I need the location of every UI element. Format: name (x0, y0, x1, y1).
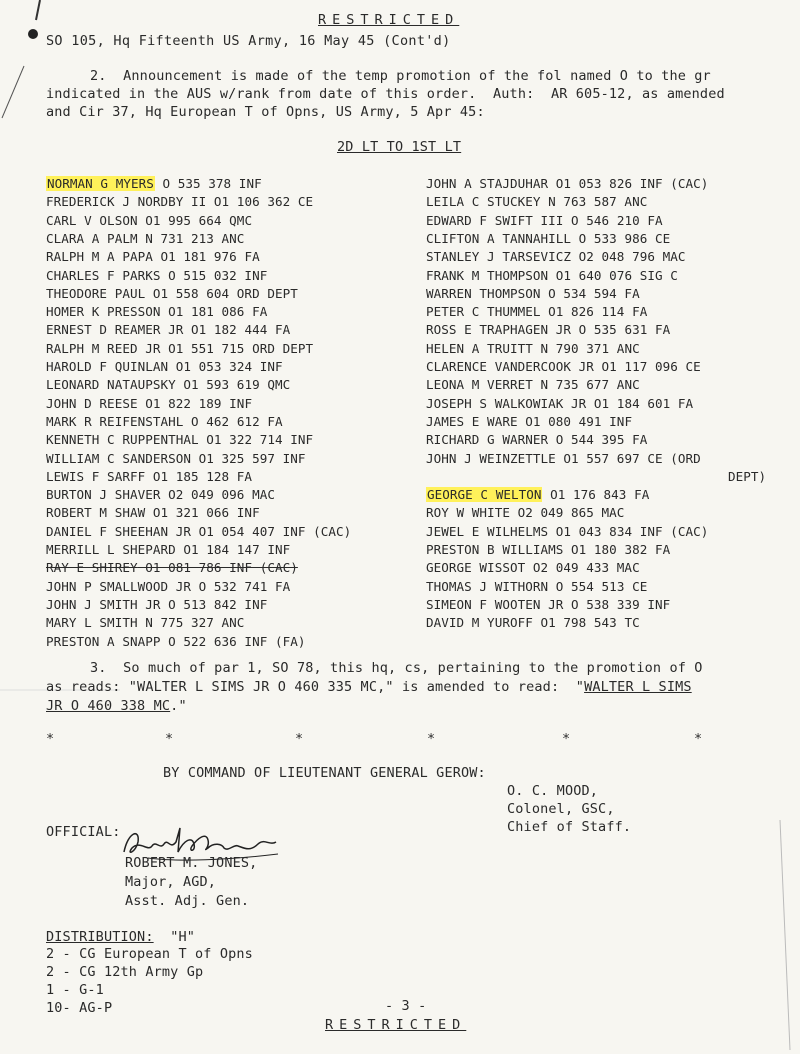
officer-entry (426, 596, 671, 612)
officer-serial: O1 176 843 FA (542, 487, 650, 503)
officer-serial: O1 826 114 FA (540, 304, 648, 320)
officer-serial: O1 640 076 SIG C (548, 267, 678, 283)
officer-serial: O1 184 601 FA (586, 395, 694, 411)
officer-name: HAROLD F QUINLAN (46, 359, 169, 374)
officer-entry (46, 285, 298, 301)
officer-name: DANIEL F SHEEHAN JR (46, 523, 192, 539)
chief-of-staff-name: O. C. MOOD, (507, 783, 599, 799)
officer-entry (426, 562, 640, 575)
officer-serial: O2 048 796 MAC (571, 249, 686, 265)
officer-name: JEWEL E WILHELMS (426, 523, 549, 539)
officer-name: CLIFTON A TANNAHILL (426, 230, 572, 246)
officer-entry (46, 324, 290, 337)
officer-serial: O 544 395 FA (548, 432, 648, 448)
officer-name: EDWARD F SWIFT III (426, 212, 564, 228)
officer-serial: O 546 210 FA (563, 212, 663, 228)
officer-name: LEONARD NATAUPSKY (46, 377, 176, 393)
officer-entry (426, 578, 648, 594)
officer-name: THEODORE PAUL (46, 285, 146, 301)
officer-entry (46, 562, 298, 575)
officer-serial: O1 593 619 QMC (175, 377, 291, 393)
officer-entry (46, 178, 262, 191)
asterisk: * (427, 731, 436, 747)
para2-line1: 2. Announcement is made of the temp promotion of the fol named O to the gr (90, 68, 711, 84)
officer-entry (426, 324, 670, 337)
officer-name: HOMER K PRESSON (46, 304, 161, 320)
officer-entry (426, 489, 649, 502)
officer-serial: O1 558 604 ORD DEPT (145, 285, 298, 301)
officer-name: MERRILL L SHEPARD (46, 542, 176, 557)
officer-serial: O 533 986 CE (571, 230, 671, 246)
official-name: ROBERT M. JONES, (125, 855, 258, 871)
officer-serial: O 513 842 INF (160, 596, 268, 612)
para3-line2-text: as reads: "WALTER L SIMS JR O 460 335 MC," is amended to read: " (46, 679, 585, 695)
officer-serial: O1 995 664 QMC (137, 212, 253, 228)
officer-name: ROY W WHITE (426, 505, 510, 521)
officer-entry (426, 251, 686, 264)
officer-entry (728, 468, 767, 484)
officer-entry (426, 617, 640, 630)
asterisk: * (295, 731, 304, 747)
officer-name: RALPH M A PAPA (46, 249, 153, 265)
officer-name: RALPH M REED JR (46, 340, 161, 356)
footer-restricted: RESTRICTED (325, 1017, 467, 1033)
officer-serial: O 538 339 INF (563, 596, 671, 612)
officer-serial: O1 321 066 INF (145, 505, 260, 521)
officer-name: STANLEY J TARSEVICZ (426, 249, 572, 265)
chief-of-staff-title: Chief of Staff. (507, 819, 632, 835)
officer-serial: O1 325 597 INF (191, 450, 306, 466)
officer-entry (46, 251, 260, 264)
distribution-code: "H" (170, 929, 196, 945)
officer-name: RAY E SHIREY (46, 560, 138, 576)
distribution-item: 2 - CG European T of Opns (46, 946, 253, 962)
officer-name: JOHN A STAJDUHAR (426, 176, 549, 191)
para3-line3 (46, 700, 187, 714)
officer-serial: O 535 378 INF (154, 176, 262, 191)
officer-serial: N 731 213 ANC (137, 230, 245, 246)
officer-serial: O1 117 096 CE (593, 359, 701, 374)
asterisk: * (562, 731, 571, 747)
officer-entry (426, 340, 640, 356)
officer-name: SIMEON F WOOTEN JR (426, 596, 564, 612)
officer-entry (426, 450, 701, 466)
officer-entry (46, 361, 283, 374)
officer-serial: O1 054 407 INF (CAC) (191, 523, 352, 539)
officer-serial: O1 185 128 FA (145, 468, 253, 484)
distribution-label: DISTRIBUTION: (46, 929, 154, 945)
officer-serial: O2 049 096 MAC (160, 487, 275, 503)
officer-name: RICHARD G WARNER (426, 432, 549, 448)
official-rank: Major, AGD, (125, 874, 217, 890)
officer-name: CLARA A PALM (46, 230, 138, 246)
officer-serial: O 462 612 FA (183, 413, 283, 429)
page-number: - 3 - (385, 998, 427, 1014)
officer-entry (426, 267, 678, 283)
officer-entry (46, 340, 314, 356)
officer-entry (426, 379, 640, 392)
distribution-item: 10- AG-P (46, 1000, 113, 1016)
officer-name: MARK R REIFENSTAHL (46, 413, 184, 429)
asterisk: * (165, 731, 174, 747)
officer-entry (46, 596, 268, 612)
officer-serial: N 763 587 ANC (540, 194, 648, 210)
officer-entry (426, 212, 663, 228)
officer-serial: O1 053 324 INF (168, 359, 283, 374)
officer-name: HELEN A TRUITT (426, 340, 533, 356)
officer-name: LEWIS F SARFF (46, 468, 146, 484)
officer-name: THOMAS J WITHORN (426, 578, 549, 594)
officer-serial: O1 043 834 INF (CAC) (548, 523, 709, 539)
officer-name: JOHN J SMITH JR (46, 596, 161, 612)
official-title: Asst. Adj. Gen. (125, 893, 250, 909)
officer-name: ERNEST D REAMER JR (46, 322, 184, 338)
officer-serial: O1 322 714 INF (198, 432, 314, 448)
para3-line2 (46, 681, 692, 695)
officer-serial: O1 822 189 INF (137, 395, 253, 411)
para3-amended-name: WALTER L SIMS (584, 679, 692, 695)
officer-entry (46, 212, 253, 228)
officer-serial: O1 184 147 INF (175, 542, 291, 557)
asterisk: * (694, 731, 703, 747)
officer-serial: N 775 327 ANC (137, 615, 245, 631)
asterisk: * (46, 731, 55, 747)
officer-entry (46, 489, 275, 502)
officer-serial: O1 181 086 FA (160, 304, 268, 320)
officer-entry (46, 523, 352, 539)
officer-name: JOHN P SMALLWOOD JR (46, 578, 192, 594)
officer-name: WARREN THOMPSON (426, 285, 541, 301)
officer-name: JOSEPH S WALKOWIAK JR (426, 395, 587, 411)
officer-name: PRESTON A SNAPP (46, 633, 161, 649)
officer-serial: O 534 594 FA (540, 285, 640, 301)
officer-name: FREDERICK J NORDBY II (46, 194, 207, 210)
distribution-item: 1 - G-1 (46, 982, 104, 998)
para3-line1: 3. So much of par 1, SO 78, this hq, cs, pertaining to the promotion of O (90, 660, 703, 676)
officer-entry (46, 633, 306, 649)
officer-entry (46, 196, 313, 209)
section-title: 2D LT TO 1ST LT (337, 139, 462, 155)
distribution-item: 2 - CG 12th Army Gp (46, 964, 204, 980)
officer-entry (426, 395, 694, 411)
officer-serial: O 515 032 INF (160, 267, 268, 283)
officer-entry (46, 578, 291, 594)
officer-entry (426, 361, 701, 374)
officer-entry (426, 196, 647, 209)
officer-name: CHARLES F PARKS (46, 267, 161, 283)
order-reference: SO 105, Hq Fifteenth US Army, 16 May 45 (Cont'd) (46, 33, 451, 49)
officer-entry (426, 544, 670, 557)
officer-entry (46, 450, 306, 466)
para3-amended-serial: JR O 460 338 MC (46, 698, 171, 714)
chief-of-staff-rank: Colonel, GSC, (507, 801, 615, 817)
officer-entry (46, 230, 245, 246)
officer-name: JOHN J WEINZETTLE (426, 450, 556, 466)
officer-serial: O1 798 543 TC (532, 615, 640, 631)
para2-line2: indicated in the AUS w/rank from date of this order. Auth: AR 605-12, as amended (46, 86, 725, 102)
officer-entry (46, 395, 253, 411)
officer-name: MARY L SMITH (46, 615, 138, 631)
officer-serial: O2 049 433 MAC (525, 560, 640, 576)
officer-serial: O1 557 697 CE (ORD (555, 450, 701, 466)
officer-entry (46, 267, 268, 283)
officer-entry (426, 285, 640, 301)
officer-name: ROBERT M SHAW (46, 505, 146, 521)
officer-name: ROSS E TRAPHAGEN JR (426, 322, 572, 338)
officer-serial: N 735 677 ANC (532, 377, 640, 393)
officer-entry (46, 379, 290, 392)
officer-name: NORMAN G MYERS (47, 176, 154, 191)
officer-serial: O1 182 444 FA (183, 322, 291, 338)
officer-serial: DEPT) (728, 468, 767, 484)
officer-entry (46, 434, 313, 447)
officer-name: FRANK M THOMPSON (426, 267, 549, 283)
officer-entry (46, 413, 283, 429)
officer-entry (426, 434, 647, 447)
officer-name: KENNETH C RUPPENTHAL (46, 432, 199, 448)
officer-name: JOHN D REESE (46, 395, 138, 411)
officer-entry (426, 230, 671, 246)
officer-serial: N 790 371 ANC (532, 340, 640, 356)
officer-serial: O1 080 491 INF (517, 413, 633, 429)
officer-serial: O1 551 715 ORD DEPT (160, 340, 314, 356)
officer-serial: O2 049 865 MAC (509, 505, 625, 521)
officer-serial: O1 081 786 INF (CAC) (137, 560, 298, 576)
officer-entry (426, 523, 709, 539)
officer-name: DAVID M YUROFF (426, 615, 533, 631)
officer-name: GEORGE C WELTON (427, 487, 542, 503)
officer-serial: O1 053 826 INF (CAC) (548, 176, 709, 191)
officer-serial: O 535 631 FA (571, 322, 671, 338)
header-restricted: RESTRICTED (318, 12, 460, 28)
officer-name: PETER C THUMMEL (426, 304, 541, 320)
officer-serial: O1 181 976 FA (152, 249, 260, 265)
officer-name: CARL V OLSON (46, 212, 138, 228)
officer-name: WILLIAM C SANDERSON (46, 450, 192, 466)
officer-name: CLARENCE VANDERCOOK JR (426, 359, 594, 374)
distribution-header (46, 931, 195, 945)
officer-name: LEILA C STUCKEY (426, 194, 541, 210)
officer-serial: O 532 741 FA (191, 578, 291, 594)
officer-entry (46, 468, 253, 484)
officer-serial: O1 180 382 FA (563, 542, 671, 557)
officer-entry (426, 507, 624, 520)
officer-name: LEONA M VERRET (426, 377, 533, 393)
officer-name: BURTON J SHAVER (46, 487, 161, 503)
official-label: OFFICIAL: (46, 824, 121, 840)
officer-serial: O 522 636 INF (FA) (160, 633, 306, 649)
officer-serial: O 554 513 CE (548, 578, 648, 594)
officer-entry (46, 507, 260, 520)
officer-entry (46, 617, 244, 630)
by-command-line: BY COMMAND OF LIEUTENANT GENERAL GEROW: (163, 765, 486, 781)
officer-entry (46, 306, 267, 319)
officer-entry (426, 178, 708, 191)
officer-name: PRESTON B WILLIAMS (426, 542, 564, 557)
para2-line3: and Cir 37, Hq European T of Opns, US Army, 5 Apr 45: (46, 104, 485, 120)
para3-line3-end: ." (170, 698, 187, 714)
officer-serial: O1 106 362 CE (206, 194, 314, 210)
officer-name: JAMES E WARE (426, 413, 518, 429)
officer-entry (426, 306, 647, 319)
officer-entry (426, 413, 633, 429)
officer-entry (46, 544, 290, 557)
officer-name: GEORGE WISSOT (426, 560, 526, 576)
